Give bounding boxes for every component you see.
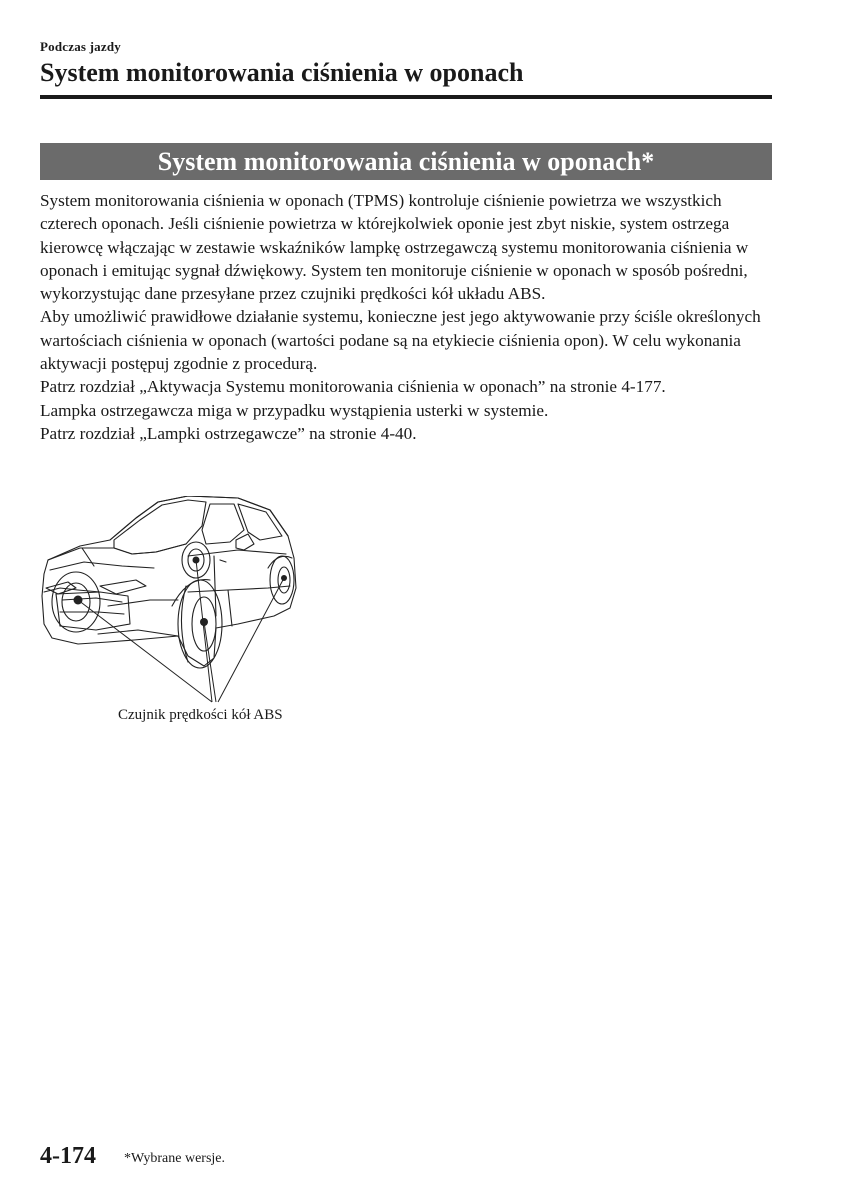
footnote: *Wybrane wersje. bbox=[124, 1151, 226, 1166]
body-text bbox=[40, 189, 780, 445]
paragraph-malfunction: Lampka ostrzegawcza miga w przypadku wystąpienia usterki w systemie. bbox=[40, 400, 549, 420]
page-number: 4-174 bbox=[40, 1143, 96, 1169]
side-window-front bbox=[202, 504, 244, 544]
car-illustration bbox=[38, 496, 298, 706]
side-mirror bbox=[236, 534, 254, 550]
hood bbox=[48, 544, 186, 560]
windshield bbox=[114, 500, 206, 554]
section-banner: System monitorowania ciśnienia w oponach* bbox=[40, 143, 772, 180]
leader-line bbox=[218, 578, 284, 702]
paragraph-activation: Aby umożliwić prawidłowe działanie systemu, konieczne jest jego aktywowanie przy ściśle określonych wartościach ciśnienia w oponach (wartości podane są na etykiecie ciśnienia opon). W celu wykonania aktywacji postępuj zgodnie z procedurą. bbox=[40, 307, 761, 374]
leader-line bbox=[78, 600, 212, 702]
leader-line bbox=[204, 622, 216, 702]
figure-caption: Czujnik prędkości kół ABS bbox=[118, 707, 283, 723]
reference-activation: Patrz rozdział „Aktywacja Systemu monitorowania ciśnienia w oponach” na stronie 4-177. bbox=[40, 377, 666, 397]
paragraph-intro: System monitorowania ciśnienia w oponach (TPMS) kontroluje ciśnienie powietrza we wszystkich czterech oponach. Jeśli ciśnienie powietrza w którejkolwiek oponie jest zbyt niskie, system ostrzega kierowcę włączając w zestawie wskaźników lampkę ostrzegawczą systemu monitorowania ciśnienia w oponach i emitując sygnał dźwiękowy. System ten monitoruje ciśnienie w oponach w sposób pośredni, wykorzystując dane przesyłane przez czujniki prędkości kół układu ABS. bbox=[40, 191, 749, 304]
title-rule bbox=[40, 95, 772, 99]
section-label: Podczas jazdy bbox=[40, 39, 121, 54]
car-roof bbox=[110, 496, 288, 540]
reference-warning-lights: Patrz rozdział „Lampki ostrzegawcze” na stronie 4-40. bbox=[40, 423, 417, 443]
headlight-right bbox=[100, 580, 146, 594]
leader-line bbox=[196, 560, 212, 702]
car-body bbox=[42, 496, 296, 666]
side-window-rear bbox=[238, 504, 282, 540]
page-title: System monitorowania ciśnienia w oponach bbox=[40, 58, 524, 87]
